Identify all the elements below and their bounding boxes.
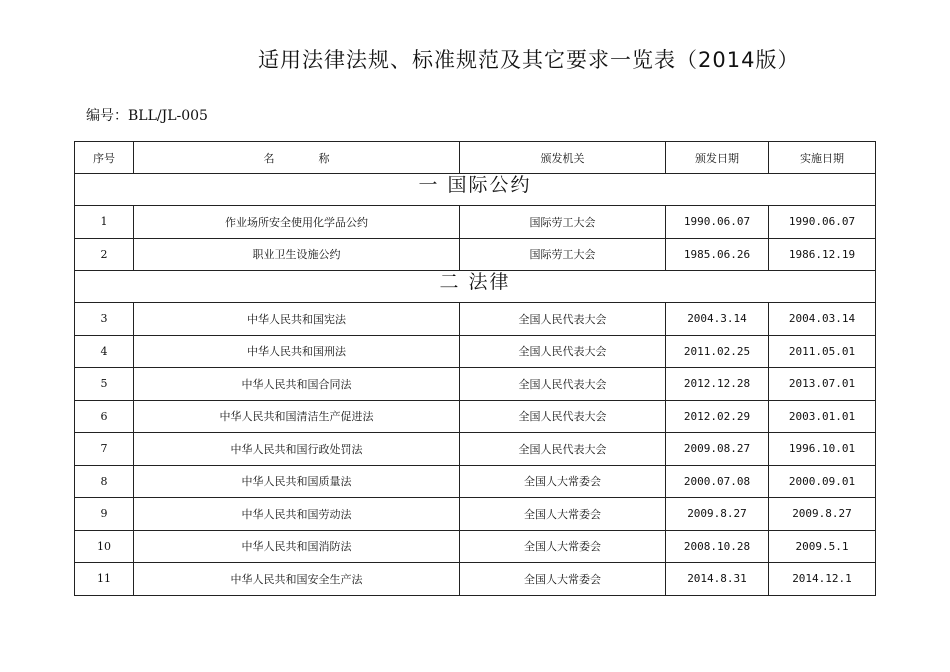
cell-effective-date: 1996.10.01	[769, 433, 876, 466]
cell-seq: 8	[75, 465, 134, 498]
cell-issuer: 全国人大常委会	[460, 530, 666, 563]
cell-issue-date: 2012.12.28	[666, 368, 769, 401]
cell-seq: 2	[75, 238, 134, 271]
cell-seq: 9	[75, 498, 134, 531]
table-row	[75, 238, 876, 271]
header-issuer: 颁发机关	[460, 142, 666, 174]
cell-issuer: 全国人民代表大会	[460, 303, 666, 336]
cell-issue-date: 2012.02.29	[666, 400, 769, 433]
cell-effective-date: 1990.06.07	[769, 206, 876, 239]
section-row	[75, 174, 876, 206]
cell-issue-date: 2009.8.27	[666, 498, 769, 531]
document-number: 编号：BLL/JL-005	[86, 108, 208, 124]
section-cell	[75, 174, 876, 206]
cell-seq: 4	[75, 335, 134, 368]
table-row	[75, 368, 876, 401]
cell-name: 中华人民共和国行政处罚法	[134, 433, 460, 466]
cell-issue-date: 2011.02.25	[666, 335, 769, 368]
cell-name: 中华人民共和国清洁生产促进法	[134, 400, 460, 433]
cell-effective-date: 2013.07.01	[769, 368, 876, 401]
header-name: 名 称	[134, 142, 460, 174]
cell-name: 中华人民共和国消防法	[134, 530, 460, 563]
cell-name: 职业卫生设施公约	[134, 238, 460, 271]
table-row	[75, 563, 876, 596]
cell-issuer: 全国人民代表大会	[460, 368, 666, 401]
table-row	[75, 400, 876, 433]
table-row	[75, 498, 876, 531]
cell-name: 中华人民共和国宪法	[134, 303, 460, 336]
document-title: 适用法律法规、标准规范及其它要求一览表（2014版）	[258, 48, 800, 72]
table-row	[75, 206, 876, 239]
cell-seq: 5	[75, 368, 134, 401]
cell-issue-date: 2014.8.31	[666, 563, 769, 596]
cell-issue-date: 1985.06.26	[666, 238, 769, 271]
cell-effective-date: 2009.8.27	[769, 498, 876, 531]
header-seq: 序号	[75, 142, 134, 174]
table-row	[75, 335, 876, 368]
cell-seq: 3	[75, 303, 134, 336]
table-body	[75, 142, 876, 596]
cell-name: 中华人民共和国劳动法	[134, 498, 460, 531]
header-row	[75, 142, 876, 174]
section-cell	[75, 271, 876, 303]
cell-effective-date: 2000.09.01	[769, 465, 876, 498]
cell-seq: 6	[75, 400, 134, 433]
cell-issuer: 全国人大常委会	[460, 563, 666, 596]
cell-effective-date: 2004.03.14	[769, 303, 876, 336]
regulations-table	[74, 141, 876, 596]
cell-name: 中华人民共和国合同法	[134, 368, 460, 401]
cell-issue-date: 2008.10.28	[666, 530, 769, 563]
table-row	[75, 433, 876, 466]
cell-seq: 7	[75, 433, 134, 466]
cell-issue-date: 1990.06.07	[666, 206, 769, 239]
cell-effective-date: 1986.12.19	[769, 238, 876, 271]
section-title: 二 法律	[439, 271, 511, 293]
header-issue-date: 颁发日期	[666, 142, 769, 174]
cell-issuer: 全国人大常委会	[460, 498, 666, 531]
cell-issue-date: 2009.08.27	[666, 433, 769, 466]
cell-seq: 11	[75, 563, 134, 596]
cell-effective-date: 2003.01.01	[769, 400, 876, 433]
cell-issuer: 全国人民代表大会	[460, 400, 666, 433]
cell-effective-date: 2009.5.1	[769, 530, 876, 563]
cell-issuer: 国际劳工大会	[460, 238, 666, 271]
cell-issue-date: 2000.07.08	[666, 465, 769, 498]
cell-issuer: 全国人大常委会	[460, 465, 666, 498]
section-title: 一 国际公约	[418, 174, 532, 196]
cell-name: 作业场所安全使用化学品公约	[134, 206, 460, 239]
cell-issue-date: 2004.3.14	[666, 303, 769, 336]
table-row	[75, 465, 876, 498]
cell-issuer: 全国人民代表大会	[460, 335, 666, 368]
cell-effective-date: 2014.12.1	[769, 563, 876, 596]
header-effective-date: 实施日期	[769, 142, 876, 174]
cell-effective-date: 2011.05.01	[769, 335, 876, 368]
cell-name: 中华人民共和国刑法	[134, 335, 460, 368]
cell-seq: 10	[75, 530, 134, 563]
table-row	[75, 303, 876, 336]
cell-issuer: 国际劳工大会	[460, 206, 666, 239]
cell-seq: 1	[75, 206, 134, 239]
cell-name: 中华人民共和国质量法	[134, 465, 460, 498]
cell-issuer: 全国人民代表大会	[460, 433, 666, 466]
section-row	[75, 271, 876, 303]
table-row	[75, 530, 876, 563]
cell-name: 中华人民共和国安全生产法	[134, 563, 460, 596]
